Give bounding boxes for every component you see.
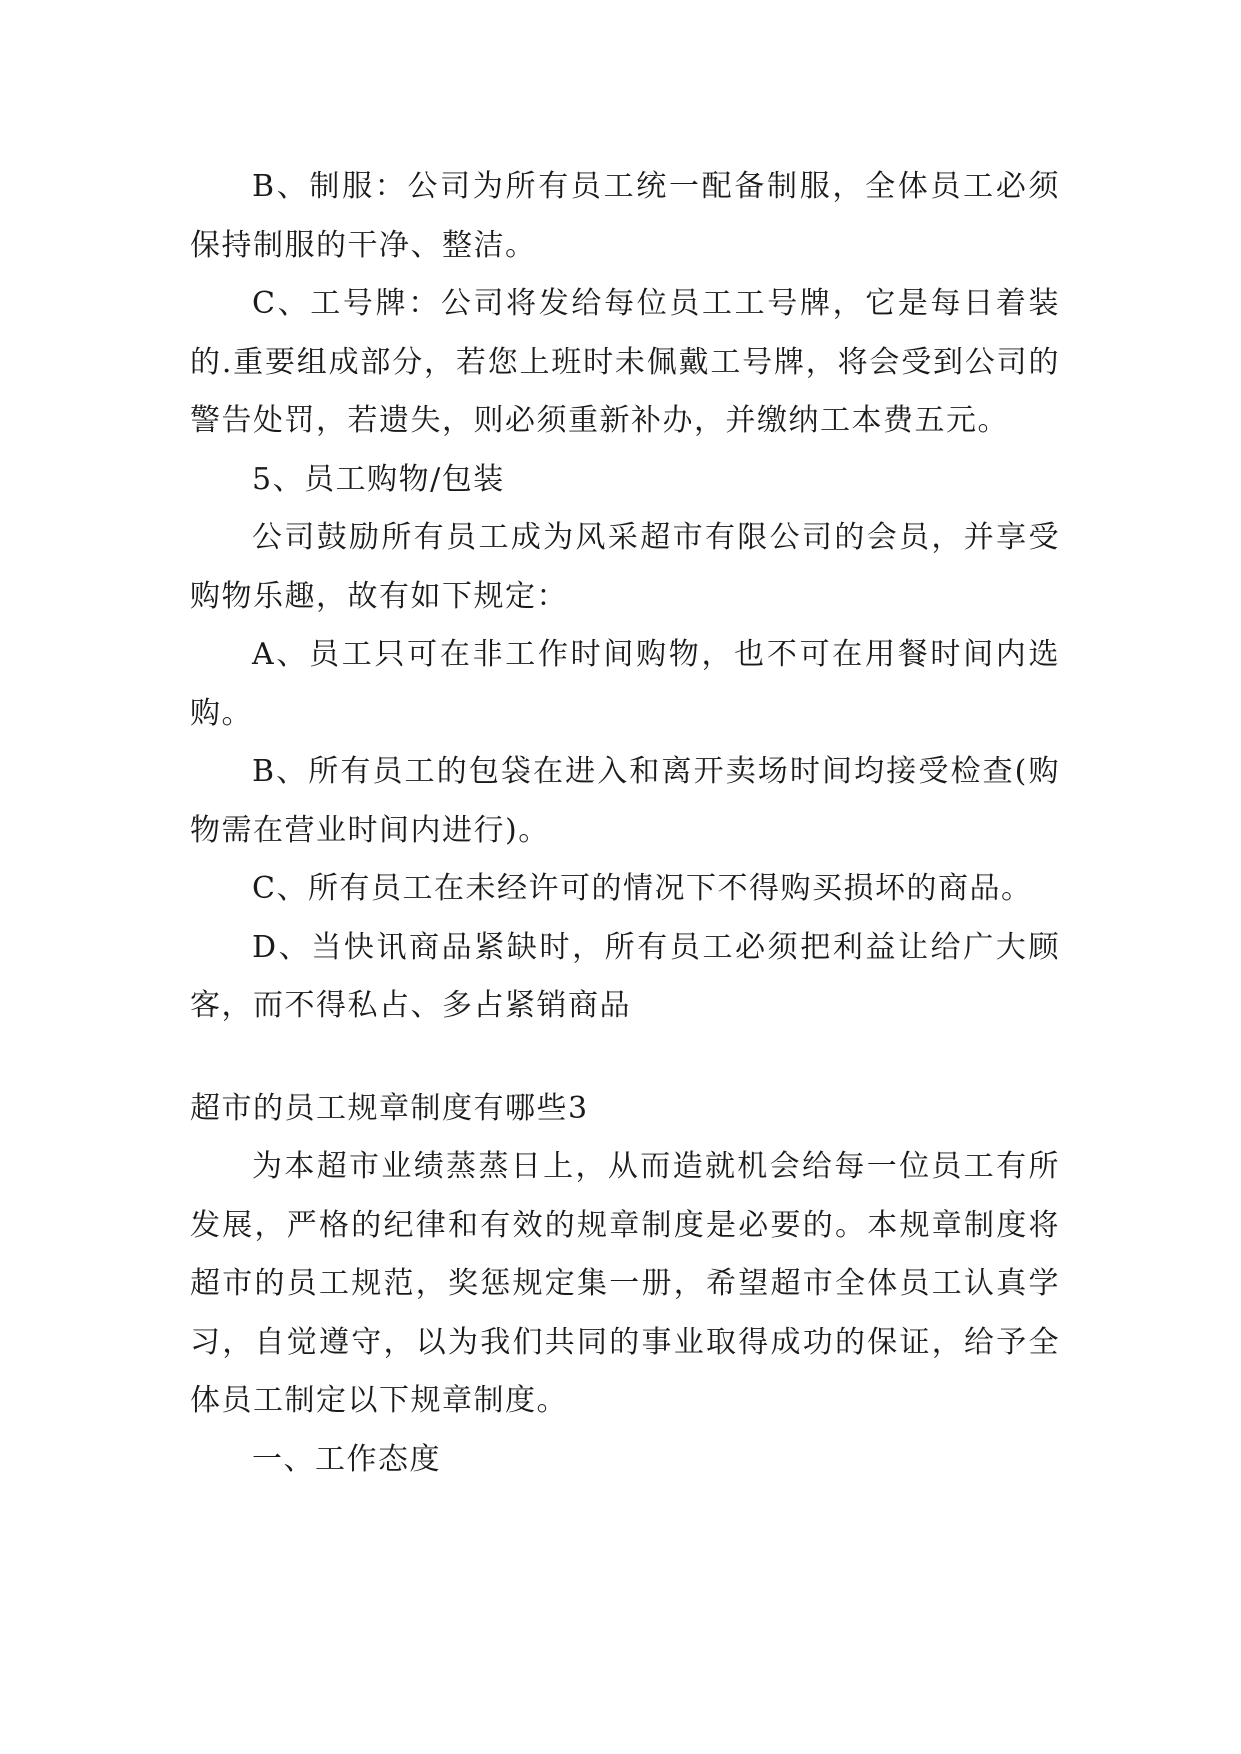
heading-work-attitude: 一、工作态度 bbox=[252, 1441, 441, 1477]
paragraph-shopping-intro: 公司鼓励所有员工成为风采超市有限公司的会员，并享受购物乐趣，故有如下规定： bbox=[190, 520, 1060, 614]
paragraph-rule-b: B、所有员工的包袋在进入和离开卖场时间均接受检查(购物需在营业时间内进行)。 bbox=[190, 754, 1060, 848]
section-title: 超市的员工规章制度有哪些3 bbox=[190, 1090, 589, 1126]
paragraph-section-intro: 为本超市业绩蒸蒸日上，从而造就机会给每一位员工有所发展，严格的纪律和有效的规章制度是必要的。本规章制度将超市的员工规范，奖惩规定集一册，希望超市全体员工认真学习，自觉遵守，以为我们共同的事业取得成功的保证，给予全体员工制定以下规章制度。 bbox=[190, 1149, 1060, 1418]
paragraph-rule-d: D、当快讯商品紧缺时，所有员工必须把利益让给广大顾客，而不得私占、多占紧销商品 bbox=[190, 929, 1060, 1023]
paragraph-uniform: B、制服：公司为所有员工统一配备制服，全体员工必须保持制服的干净、整洁。 bbox=[190, 169, 1060, 263]
paragraph-badge: C、工号牌：公司将发给每位员工工号牌，它是每日着装的.重要组成部分，若您上班时未佩戴工号牌，将会受到公司的警告处罚，若遗失，则必须重新补办，并缴纳工本费五元。 bbox=[190, 286, 1060, 438]
document-body bbox=[190, 158, 1060, 1489]
paragraph-rule-c: C、所有员工在未经许可的情况下不得购买损坏的商品。 bbox=[252, 871, 1033, 906]
heading-employee-shopping: 5、员工购物/包装 bbox=[252, 461, 505, 497]
paragraph-rule-a: A、员工只可在非工作时间购物，也不可在用餐时间内选购。 bbox=[190, 637, 1060, 731]
